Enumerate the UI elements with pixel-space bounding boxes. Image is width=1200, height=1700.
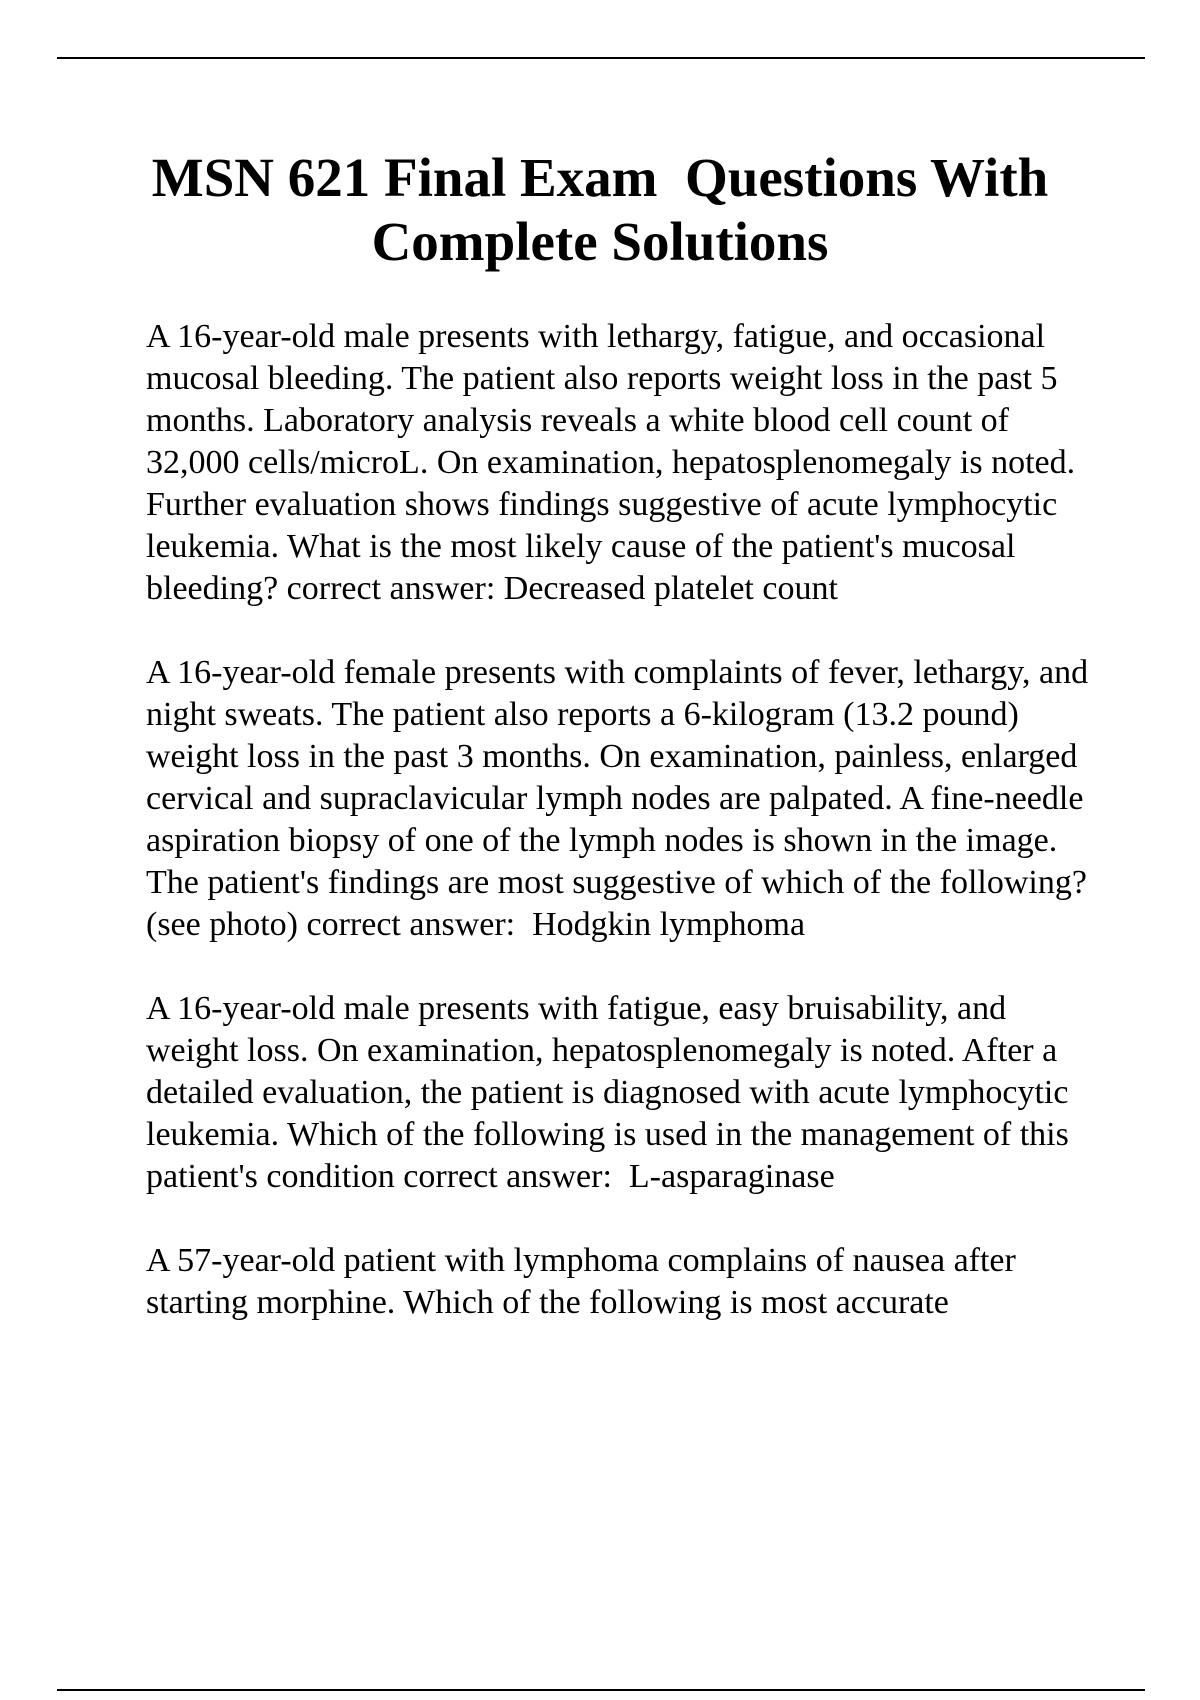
bottom-divider xyxy=(57,1689,1145,1691)
question-4: A 57-year-old patient with lymphoma complains of nausea after starting morphine. Which of the following is most accurate xyxy=(146,1242,1025,1321)
page-title: MSN 621 Final Exam Questions With Complete Solutions xyxy=(151,147,1062,272)
question-3: A 16-year-old male presents with fatigue, easy bruisability, and weight loss. On examination, hepatosplenomegaly is noted. After a detailed evaluation, the patient is diagnosed with acute lymphocytic leukemia. Which of the following is used in the management of this patient's condition correct answer: L-asparaginase xyxy=(146,990,1078,1195)
question-1: A 16-year-old male presents with lethargy, fatigue, and occasional mucosal bleeding. The patient also reports weight loss in the past 5 months. Laboratory analysis reveals a white blood cell count of 32,000 cells/microL. On examination, hepatosplenomegaly is noted. Further evaluation shows findings suggestive of acute lymphocytic leukemia. What is the most likely cause of the patient's mucosal bleeding? correct answer: Decreased platelet count xyxy=(146,318,1084,607)
top-divider xyxy=(57,57,1145,59)
question-list xyxy=(146,316,1097,1366)
question-2: A 16-year-old female presents with complaints of fever, lethargy, and night sweats. The patient also reports a 6-kilogram (13.2 pound) weight loss in the past 3 months. On examination, painless, enlarged cervical and supraclavicular lymph nodes are palpated. A fine-needle aspiration biopsy of one of the lymph nodes is shown in the image. The patient's findings are most suggestive of which of the following? (see photo) correct answer: Hodgkin lymphoma xyxy=(146,654,1097,943)
